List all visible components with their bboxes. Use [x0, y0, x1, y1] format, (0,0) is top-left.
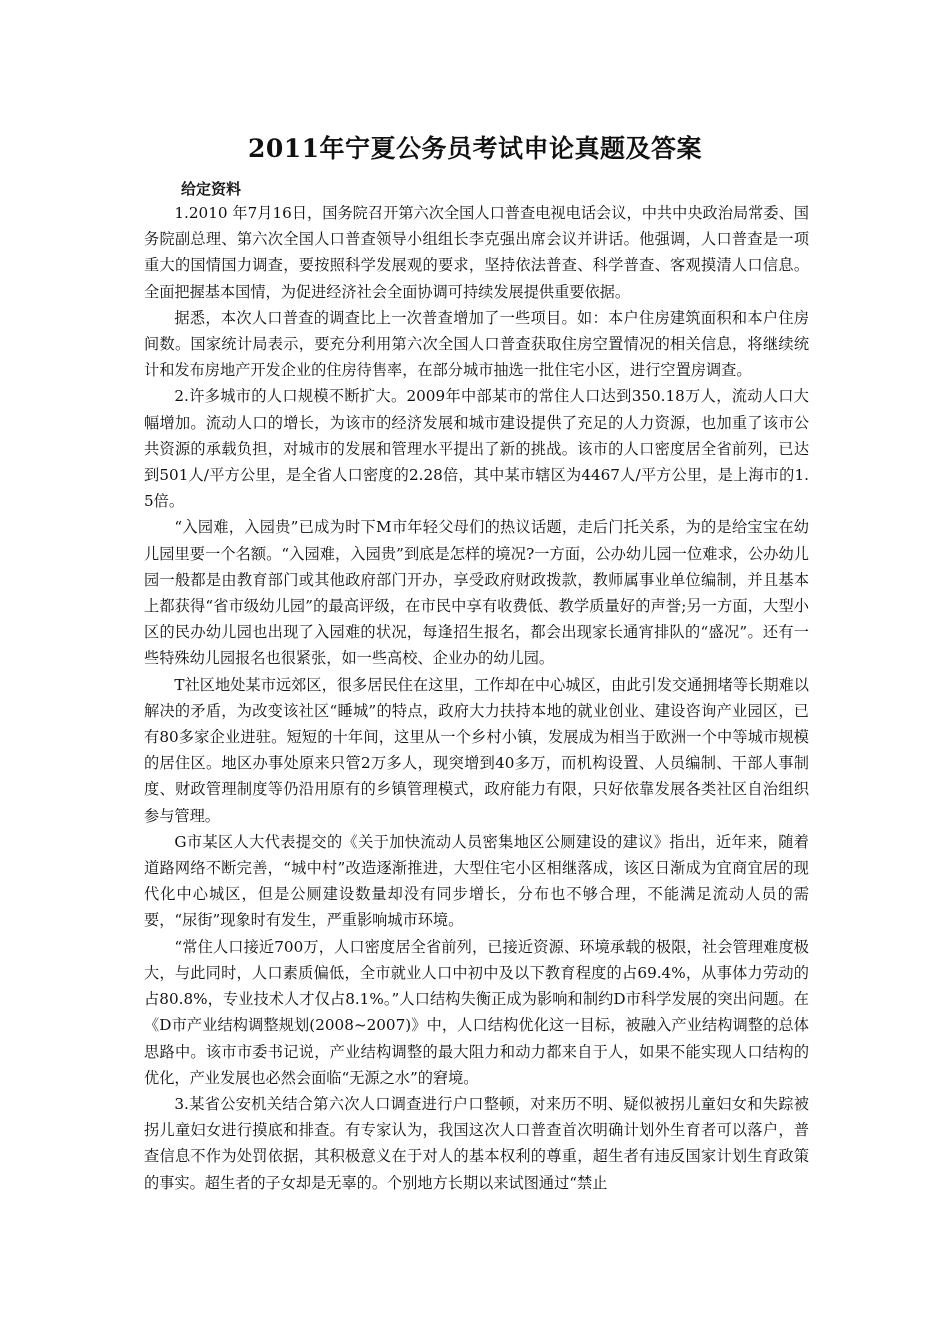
section-heading: 给定资料 [181, 180, 242, 198]
paragraph: “入园难，入园贵”已成为时下M市年轻父母们的热议话题，走后门托关系，为的是给宝宝在幼儿园里要一个名额。“入园难，入园贵”到底是怎样的境况?一方面，公办幼儿园一位难求，公办幼儿园一般都是由教育部门或其他政府部门开办，享受政府财政拨款，教师属事业单位编制，并且基本上都获得“省市级幼儿园”的最高评级，在市民中享有收费低、教学质量好的声誉;另一方面，大型小区的民办幼儿园也出现了入园难的状况，每逢招生报名，都会出现家长通宵排队的“盛况”。还有一些特殊幼儿园报名也很紧张，如一些高校、企业办的幼儿园。 [144, 518, 809, 668]
paragraph: G市某区人大代表提交的《关于加快流动人员密集地区公厕建设的建议》指出，近年来，随着道路网络不断完善，“城中村”改造逐渐推进，大型住宅小区相继落成，该区日渐成为宜商宜居的现代化中心城区，但是公厕建设数量却没有同步增长，分布也不够合理，不能满足流动人员的需要，“尿街”现象时有发生，严重影响城市环境。 [144, 832, 809, 930]
document-body [144, 200, 809, 1196]
paragraph: 据悉，本次人口普查的调查比上一次普查增加了一些项目。如：本户住房建筑面积和本户住房间数。国家统计局表示，要充分利用第六次全国人口普查获取住房空置情况的相关信息，将继续统计和发布房地产开发企业的住房待售率，在部分城市抽选一批住宅小区，进行空置房调查。 [144, 308, 809, 380]
paragraph: 1.2010 年7月16日，国务院召开第六次全国人口普查电视电话会议，中共中央政治局常委、国务院副总理、第六次全国人口普查领导小组组长李克强出席会议并讲话。他强调，人口普查是一项重大的国情国力调查，要按照科学发展观的要求，坚持依法普查、科学普查、客观摸清人口信息。全面把握基本国情，为促进经济社会全面协调可持续发展提供重要依据。 [144, 204, 809, 301]
paragraph: “常住人口接近700万，人口密度居全省前列，已接近资源、环境承载的极限，社会管理难度极大，与此同时，人口素质偏低，全市就业人口中初中及以下教育程度的占69.4%，从事体力劳动的占80.8%，专业技术人才仅占8.1%。”人口结构失衡正成为影响和制约D市科学发展的突出问题。在《D市产业结构调整规划(2008~2007)》中，人口结构优化这一目标，被融入产业结构调整的总体思路中。该市市委书记说，产业结构调整的最大阻力和动力都来自于人，如果不能实现人口结构的优化，产业发展也必然会面临“无源之水”的窘境。 [144, 937, 809, 1087]
paragraph: 3.某省公安机关结合第六次人口调查进行户口整顿，对来历不明、疑似被拐儿童妇女和失踪被拐儿童妇女进行摸底和排查。有专家认为，我国这次人口普查首次明确计划外生育者可以落户，普查信息不作为处罚依据，其积极意义在于对人的基本权利的尊重，超生者有违反国家计划生育政策的事实。超生者的子女却是无辜的。个别地方长期以来试图通过“禁止 [144, 1094, 809, 1192]
document-title: 2011年宁夏公务员考试申论真题及答案 [247, 134, 703, 163]
paragraph: 2.许多城市的人口规模不断扩大。2009年中部某市的常住人口达到350.18万人，流动人口大幅增加。流动人口的增长，为该市的经济发展和城市建设提供了充足的人力资源，也加重了该市公共资源的承载负担，对城市的发展和管理水平提出了新的挑战。该市的人口密度居全省前列，已达到501人/平方公里，是全省人口密度的2.28倍，其中某市辖区为4467人/平方公里，是上海市的1.5倍。 [144, 387, 809, 511]
paragraph: T社区地处某市远郊区，很多居民住在这里，工作却在中心城区，由此引发交通拥堵等长期难以解决的矛盾，为改变该社区“睡城”的特点，政府大力扶持本地的就业创业、建设咨询产业园区，已有80多家企业进驻。短短的十年间，这里从一个乡村小镇，发展成为相当于欧洲一个中等城市规模的居住区。地区办事处原来只管2万多人，现突增到40多万，而机构设置、人员编制、干部人事制度、财政管理制度等仍沿用原有的乡镇管理模式，政府能力有限，只好依靠发展各类社区自治组织参与管理。 [144, 675, 809, 825]
